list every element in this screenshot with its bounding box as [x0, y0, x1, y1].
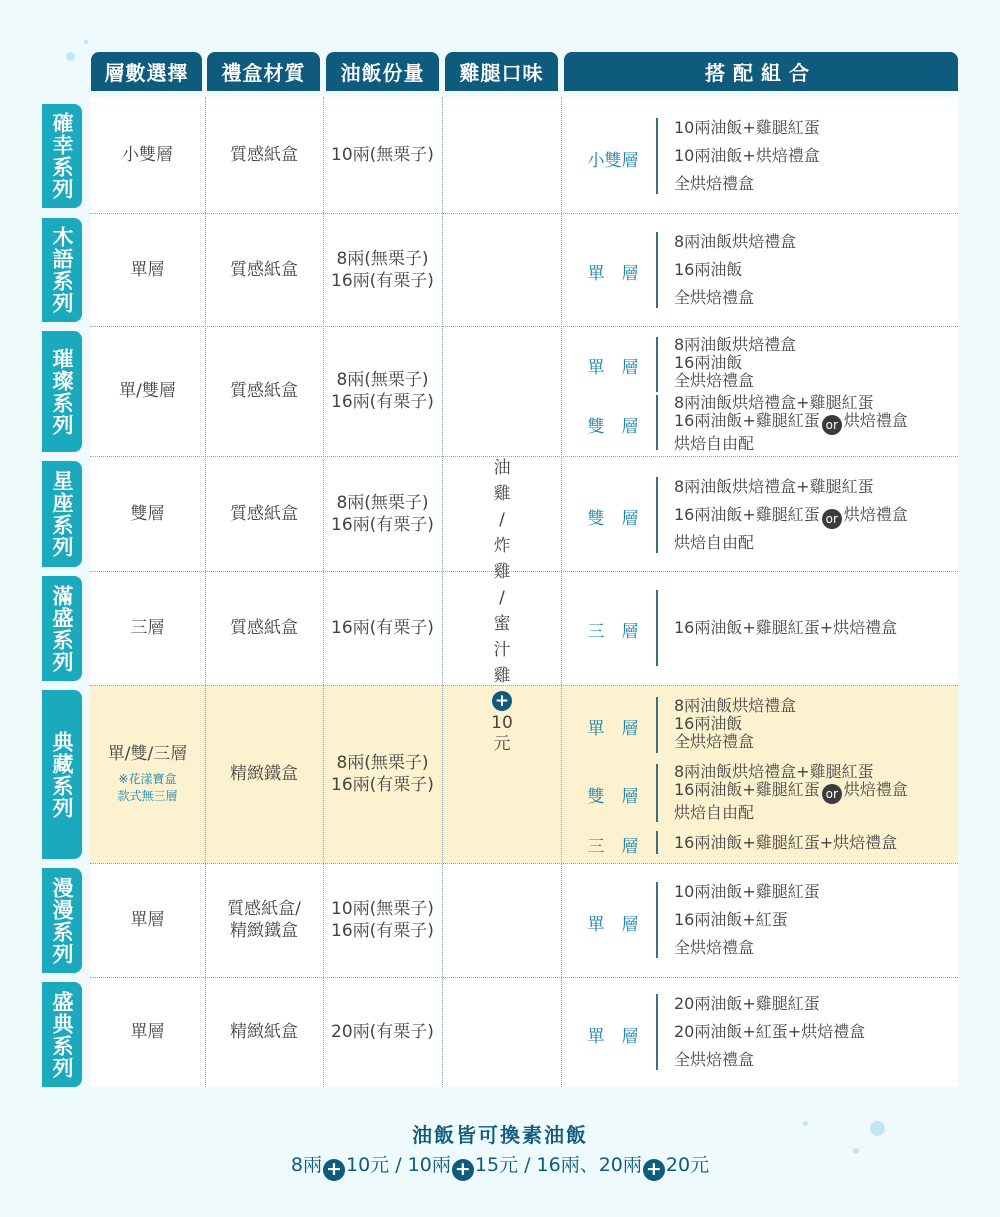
- combo-level: 雙 層: [587, 509, 639, 529]
- combo-level: 小雙層: [587, 151, 639, 171]
- material-cell: 質感紙盒: [230, 503, 298, 524]
- combo-options: 8兩油飯烘焙禮盒+雞腿紅蛋 16兩油飯+雞腿紅蛋 or 烘焙禮盒 烘焙自由配: [674, 393, 908, 453]
- layer-cell: 單層: [130, 910, 165, 930]
- combo-options: 20兩油飯+雞腿紅蛋 20兩油飯+紅蛋+烘焙禮盒 全烘焙禮盒: [674, 994, 866, 1069]
- series-label: 滿盛系列: [42, 576, 82, 681]
- combo-options: 16兩油飯+雞腿紅蛋+烘焙禮盒: [674, 833, 898, 852]
- rice-cell: 10兩(無栗子) 16兩(有栗子): [331, 899, 434, 941]
- plus-icon: +: [323, 1159, 345, 1181]
- combo-bar: [656, 994, 658, 1070]
- flavor-cell: 油 雞 / 炸 雞 / 蜜 汁 雞 + 10 元: [491, 458, 513, 754]
- material-cell: 質感紙盒: [230, 381, 298, 401]
- layer-cell: 單層: [130, 259, 165, 280]
- header-combo: 搭配組合: [564, 52, 958, 91]
- header-rice: 油飯份量: [326, 52, 439, 91]
- combo-level: 三 層: [587, 837, 639, 857]
- combo-options: 8兩油飯烘焙禮盒 16兩油飯 全烘焙禮盒: [674, 232, 797, 307]
- rice-cell: 8兩(無栗子) 16兩(有栗子): [331, 492, 434, 535]
- combo-bar: [656, 232, 658, 308]
- header-layer: 層數選擇: [91, 52, 202, 91]
- series-label: 星座系列: [42, 461, 82, 567]
- combo-level: 三 層: [587, 622, 639, 642]
- decor-dot: [66, 52, 75, 61]
- combo-level: 單 層: [587, 358, 639, 378]
- series-label: 木語系列: [42, 218, 82, 322]
- material-cell: 質感紙盒: [230, 145, 298, 165]
- header-material: 禮盒材質: [207, 52, 320, 91]
- layer-cell: 小雙層: [122, 145, 173, 165]
- material-cell: 質感紙盒: [230, 259, 298, 280]
- combo-level: 單 層: [587, 719, 639, 739]
- rice-cell: 10兩(無栗子): [331, 145, 434, 165]
- combo-options: 8兩油飯烘焙禮盒+雞腿紅蛋 16兩油飯+雞腿紅蛋 or 烘焙禮盒 烘焙自由配: [674, 477, 908, 552]
- plus-icon: +: [643, 1159, 665, 1181]
- rice-cell: 16兩(有栗子): [331, 618, 434, 638]
- combo-level: 雙 層: [587, 787, 639, 807]
- plus-icon: +: [492, 691, 512, 711]
- combo-bar: [656, 590, 658, 666]
- combo-options: 8兩油飯烘焙禮盒 16兩油飯 全烘焙禮盒: [674, 335, 797, 390]
- series-label: 璀璨系列: [42, 331, 82, 452]
- rice-cell: 20兩(有栗子): [331, 1022, 434, 1042]
- combo-bar: [656, 831, 658, 854]
- series-label: 典藏系列: [42, 690, 82, 859]
- rice-cell: 8兩(無栗子) 16兩(有栗子): [331, 370, 434, 412]
- material-cell: 精緻紙盒: [230, 1022, 298, 1042]
- material-cell: 精緻鐵盒: [230, 764, 298, 784]
- combo-options: 10兩油飯+雞腿紅蛋 16兩油飯+紅蛋 全烘焙禮盒: [674, 882, 820, 957]
- series-label: 確幸系列: [42, 104, 82, 208]
- or-badge: or: [822, 509, 842, 529]
- combo-options: 10兩油飯+雞腿紅蛋 10兩油飯+烘焙禮盒 全烘焙禮盒: [674, 118, 820, 193]
- combo-bar: [656, 118, 658, 194]
- combo-bar: [656, 477, 658, 553]
- decor-dot: [84, 40, 88, 44]
- combo-bar: [656, 395, 658, 450]
- layer-cell: 三層: [130, 618, 165, 638]
- or-badge: or: [822, 784, 842, 804]
- footer-title: 油飯皆可換素油飯: [412, 1123, 588, 1147]
- combo-bar: [656, 697, 658, 753]
- layer-cell: 單/雙/三層 ※花漾寶盒 款式無三層: [107, 744, 188, 803]
- rice-cell: 8兩(無栗子) 16兩(有栗子): [331, 753, 434, 795]
- layer-cell: 單層: [130, 1022, 165, 1042]
- combo-bar: [656, 337, 658, 392]
- header-flavor: 雞腿口味: [445, 52, 558, 91]
- or-badge: or: [822, 415, 842, 435]
- combo-options: 8兩油飯烘焙禮盒+雞腿紅蛋 16兩油飯+雞腿紅蛋 or 烘焙禮盒 烘焙自由配: [674, 762, 908, 822]
- col-divider: [561, 97, 562, 1087]
- combo-level: 雙 層: [587, 417, 639, 437]
- combo-bar: [656, 764, 658, 822]
- footer-price-line: 8兩 + 10元 / 10兩 + 15元 / 16兩、20兩 + 20元: [290, 1154, 710, 1180]
- series-label: 漫漫系列: [42, 868, 82, 973]
- combo-options: 8兩油飯烘焙禮盒 16兩油飯 全烘焙禮盒: [674, 696, 797, 751]
- combo-level: 單 層: [587, 915, 639, 935]
- layer-cell: 雙層: [130, 503, 165, 524]
- combo-level: 單 層: [587, 264, 639, 284]
- combo-level: 單 層: [587, 1027, 639, 1047]
- layer-cell: 單/雙層: [119, 381, 176, 401]
- series-label: 盛典系列: [42, 982, 82, 1087]
- plus-icon: +: [452, 1159, 474, 1181]
- combo-options: 16兩油飯+雞腿紅蛋+烘焙禮盒: [674, 618, 898, 637]
- material-cell: 質感紙盒: [230, 618, 298, 638]
- layer-note: ※花漾寶盒 款式無三層: [117, 772, 178, 803]
- combo-bar: [656, 882, 658, 958]
- material-cell: 質感紙盒/ 精緻鐵盒: [227, 899, 301, 941]
- rice-cell: 8兩(無栗子) 16兩(有栗子): [331, 248, 434, 291]
